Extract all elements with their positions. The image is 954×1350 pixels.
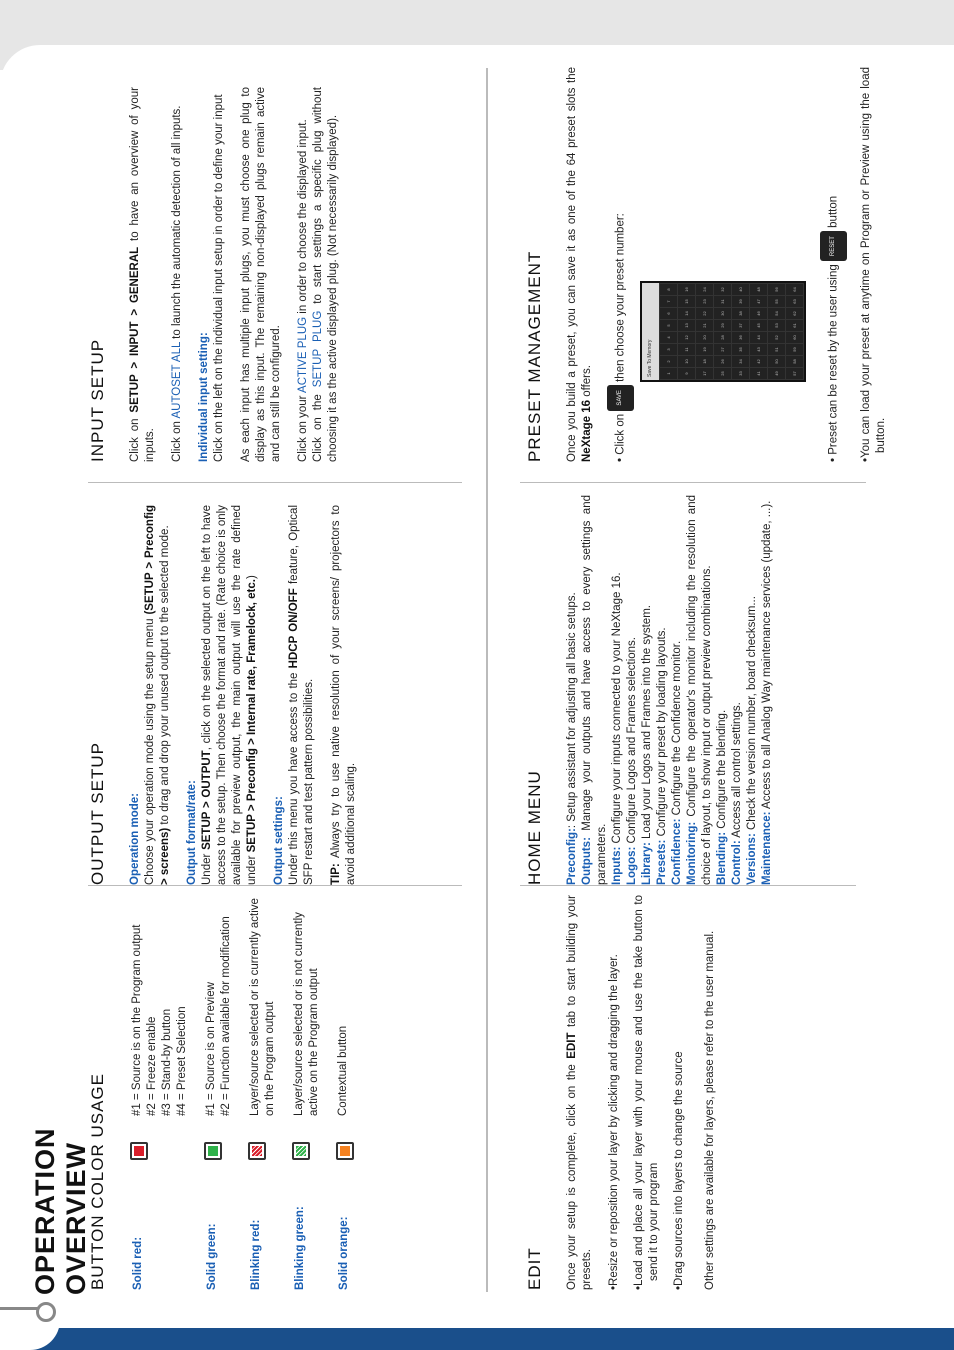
save-instructions: • Click on SAVE then choose your preset number: Save To Memory 1 2 3 4 5 6 7 8 9 10 11 12 13 14 15 16 17 18 19 20 21 22 23 24 25 26 27 28 29 30 31 32 33 34 35 36 37 38 39 40 41 42 43 44 45 46 47 48 49 50 51 52 53 54 55 56 57 58 59 60 61 62 63 64 [607,67,806,462]
color-description: #1 = Source is on the Program output #2 = Freeze enable #3 = Stand-by button #4 = Preset Selection [131,924,188,1116]
page-title: OPERATION OVERVIEW [30,1127,91,1295]
color-description: #1 = Source is on Preview #2 = Function available for modification [205,916,232,1116]
output-settings-text: Under this menu you have access to the HDCP ON/OFF feature, Optical SFP restart and test pattern possibilities. [288,504,315,885]
edit-footer: Other settings are available for layers, please refer to the user manual. [704,930,716,1290]
reset-instructions: • Preset can be reset by the user using RESET button [820,67,847,462]
input-overview-text: Click on SETUP > INPUT > GENERAL to have an overview of your inputs. [129,87,156,462]
tip-text: TIP: Always try to use native resolution of your screens/ projectors to avoid additional scaling. [330,505,357,885]
reset-button[interactable]: RESET [820,231,847,261]
color-swatch [204,1142,222,1160]
color-row [248,820,278,1290]
output-setup-section [88,505,371,885]
button-color-section [88,820,368,1290]
home-menu-heading: HOME MENU [525,770,544,885]
output-settings-title: Output settings: [273,796,285,885]
list-item: Control: Access all control settings. [731,702,743,885]
circle-icon [36,1302,56,1322]
edit-section [525,895,730,1290]
list-item: Presets: Configure your preset by loading layouts. [656,627,668,885]
color-label: Solid orange: [338,1216,350,1290]
home-menu-list [565,495,775,885]
input-setup-section [88,87,353,462]
input-plugs-text: As each input has multiple input plugs, you must choose one plug to display as this input. The remaining non-displayed plugs remain active and can still be configured. [240,87,282,462]
input-setup-heading: INPUT SETUP [88,338,107,462]
section-divider [520,482,866,483]
list-item: Monitoring: Configure the operator's monitor including the resolution and choice of layout, to show input or output preview combinations. [686,495,713,885]
list-item: Maintenance: Access to all Analog Way maintenance services (update, ...). [761,500,773,885]
list-item: • Drag sources into layers to change the source [672,895,687,1290]
output-setup-heading: OUTPUT SETUP [88,742,107,885]
list-item: Library: Load your Logos and Frames into the system. [641,605,653,885]
output-format-title: Output format/rate: [186,780,198,885]
preset-intro: Once you build a preset, you can save it as one of the 64 preset slots the NeXtage 16 offers. [566,67,593,462]
individual-input-title: Individual input setting: [198,332,210,462]
color-description: Layer/source selected or is currently active on the Program output [249,898,276,1116]
edit-bullets [607,895,687,1290]
list-item: Versions: Check the version number, board checksum... [746,596,758,885]
home-menu-section [525,495,775,885]
list-item: Outputs: Manage your outputs and have access to every settings and parameters. [581,495,608,885]
individual-input-text: Click on the left on the individual input setup in order to define your input [213,94,225,462]
color-legend [130,820,354,1290]
save-button[interactable]: SAVE [607,385,634,411]
footer-band [0,1328,954,1350]
title-rule [0,1307,40,1310]
color-label: Solid red: [132,1236,144,1290]
list-item: Confidence: Configure the Confidence monitor. [671,640,683,885]
color-row [204,820,234,1290]
operation-mode-text: Choose your operation mode using the setup menu (SETUP > Preconfig > screens) to drag and drop your unused output to the selected mode. [144,504,171,885]
preset-management-section [525,67,899,462]
button-color-heading: BUTTON COLOR USAGE [88,1073,107,1290]
color-swatch [248,1142,266,1160]
edit-heading: EDIT [525,1247,544,1290]
color-swatch [292,1142,310,1160]
section-divider [88,482,462,483]
color-swatch [130,1142,148,1160]
preset-grid: Save To Memory 1 2 3 4 5 6 7 8 9 10 11 12 13 14 15 16 17 18 19 20 21 22 23 24 25 26 27 28 29 30 31 32 33 34 35 36 37 38 39 40 41 42 43 44 45 46 47 48 49 50 51 52 53 54 55 56 57 58 59 60 61 62 63 64 [640,281,806,382]
color-row [336,820,354,1290]
output-format-text: Under SETUP > OUTPUT, click on the selected output on the left to have access to the setup. Then choose the format and rate. (Rate choice is only available for preview output, the main output will use the rate defined under SETUP > Preconfig > Internal rate, Framelock, etc.) [201,505,258,885]
section-divider [520,885,856,886]
color-row [292,820,322,1290]
load-instructions: • You can load your preset at anytime on Program or Preview using the load button. [859,67,889,462]
operation-mode-title: Operation mode: [129,792,141,885]
list-item: • Load and place all your layer with your mouse and use the take button to send it to your program [632,895,662,1290]
color-label: Blinking red: [250,1219,262,1290]
active-plug-text: Click on your ACTIVE PLUG in order to choose the displayed input. [297,119,309,462]
edit-intro: Once your setup is complete, click on the EDIT tab to start building your presets. [566,895,593,1290]
list-item: Blending: Configure the blending. [716,709,728,885]
list-item: Preconfig:: Setup assistant for adjusting all basic setups. [566,592,578,885]
color-label: Blinking green: [294,1206,306,1290]
center-divider [486,68,488,1292]
autoset-text: Click on AUTOSET ALL to launch the automatic detection of all inputs. [171,105,183,462]
list-item: • Resize or reposition your layer by clicking and dragging the layer. [607,895,622,1290]
color-label: Solid green: [206,1223,218,1290]
section-divider [88,885,462,886]
color-description: Layer/source selected or is not currently active on the Program output [293,912,320,1116]
list-item: Logos: Configure Logos and Frames selections. [626,637,638,885]
color-description: Contextual button [337,1025,349,1116]
preset-management-heading: PRESET MANAGEMENT [525,250,544,462]
color-row [130,820,190,1290]
color-swatch [336,1142,354,1160]
setup-plug-text: Click on the SETUP PLUG to start settings a specific plug without choosing it as the active displayed plug. (Not necessarily displayed). [312,87,339,462]
list-item: Inputs: Configure your inputs connected to your NeXtage 16. [611,572,623,885]
